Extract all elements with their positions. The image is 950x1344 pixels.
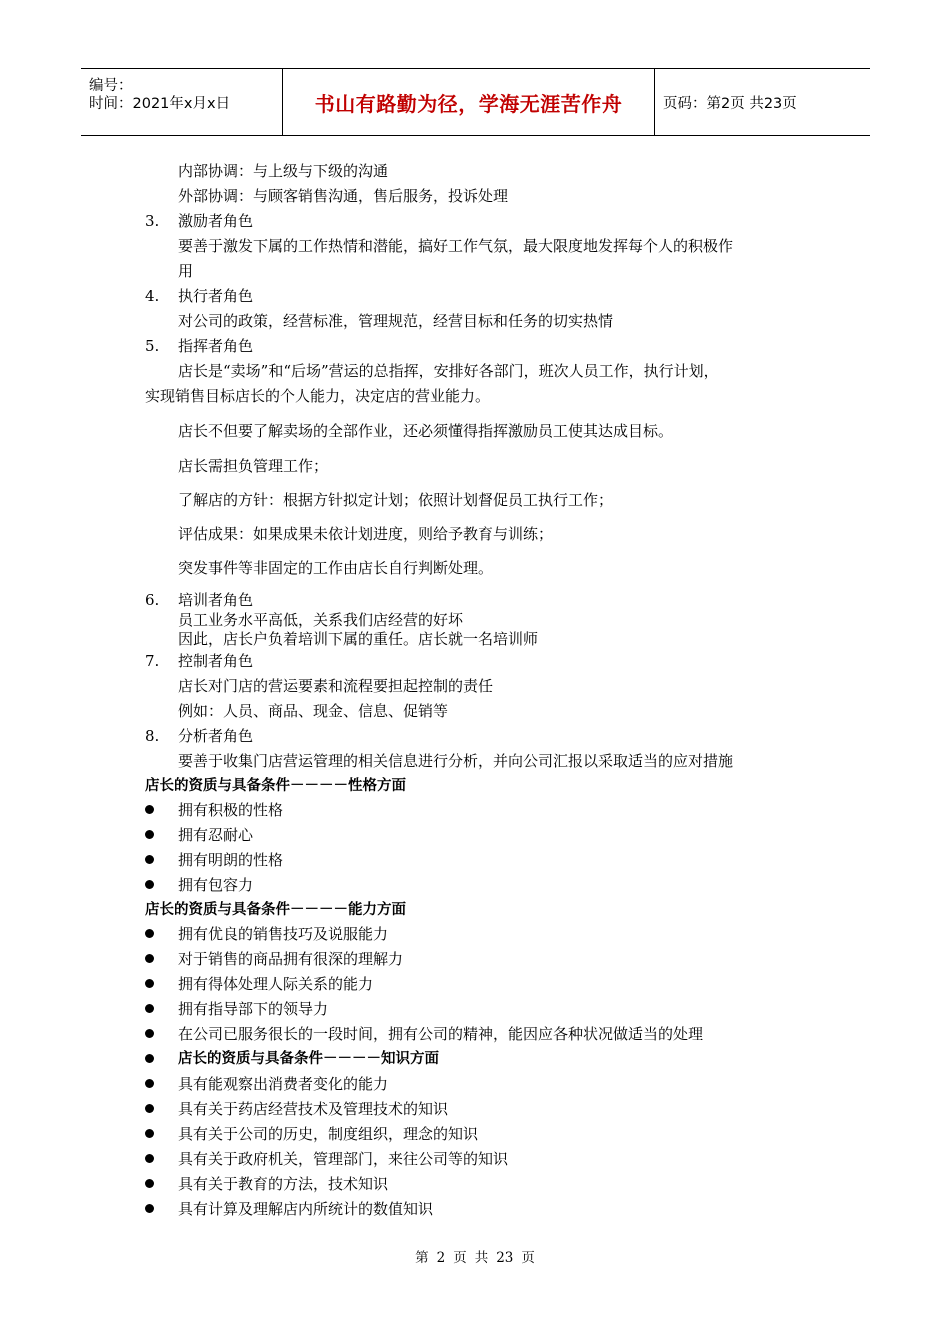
bullet-icon <box>145 830 154 839</box>
paragraph: 店长不但要了解卖场的全部作业，还必须懂得指挥激励员工使其达成目标。 <box>178 422 674 440</box>
footer-di: 第 <box>415 1250 429 1266</box>
paragraph: 了解店的方针：根据方针拟定计划；依照计划督促员工执行工作； <box>178 491 614 509</box>
bullet-icon <box>145 805 154 814</box>
item-title: 指挥者角色 <box>178 337 254 355</box>
list-item: 具有关于药店经营技术及管理技术的知识 <box>178 1100 449 1118</box>
bullet-icon <box>145 1179 154 1188</box>
bullet-icon <box>145 979 154 988</box>
item-number: 5. <box>145 337 160 355</box>
code-label: 编号： <box>89 78 133 94</box>
item-number: 8. <box>145 727 160 745</box>
footer-ye: 页 <box>453 1250 467 1266</box>
bullet-icon <box>145 1154 154 1163</box>
list-item: 拥有包容力 <box>178 876 254 894</box>
item-desc: 例如：人员、商品、现金、信息、促销等 <box>178 702 449 720</box>
bullet-icon <box>145 880 154 889</box>
bullet-icon <box>145 1029 154 1038</box>
item-desc: 对公司的政策，经营标准，管理规范，经营目标和任务的切实热情 <box>178 312 614 330</box>
item-desc: 店长是“卖场”和“后场”营运的总指挥，安排好各部门，班次人员工作，执行计划， <box>178 362 719 380</box>
item-title: 控制者角色 <box>178 652 254 670</box>
list-item: 拥有积极的性格 <box>178 801 284 819</box>
coord-inner: 内部协调：与上级与下级的沟通 <box>178 162 389 180</box>
item-number: 6. <box>145 591 160 609</box>
item-number: 4. <box>145 287 160 305</box>
bullet-icon <box>145 1204 154 1213</box>
list-item: 拥有明朗的性格 <box>178 851 284 869</box>
list-item: 具有能观察出消费者变化的能力 <box>178 1075 389 1093</box>
bullet-icon <box>145 1004 154 1013</box>
item-desc: 员工业务水平高低，关系我们店经营的好坏 <box>178 611 464 629</box>
list-item: 拥有指导部下的领导力 <box>178 1000 329 1018</box>
paragraph: 评估成果：如果成果未依计划进度，则给予教育与训练； <box>178 525 554 543</box>
list-item: 具有关于公司的历史，制度组织，理念的知识 <box>178 1125 479 1143</box>
date-label: 时间：2021年x月x日 <box>89 96 231 112</box>
item-number: 7. <box>145 652 160 670</box>
item-desc: 店长对门店的营运要素和流程要担起控制的责任 <box>178 677 494 695</box>
list-item: 在公司已服务很长的一段时间，拥有公司的精神，能因应各种状况做适当的处理 <box>178 1025 704 1043</box>
item-desc: 实现销售目标店长的个人能力，决定店的营业能力。 <box>145 387 491 405</box>
item-number: 3. <box>145 212 160 230</box>
item-desc: 要善于激发下属的工作热情和潜能，搞好工作气氛，最大限度地发挥每个人的积极作 <box>178 237 734 255</box>
bullet-icon <box>145 1054 154 1063</box>
list-item: 具有关于教育的方法，技术知识 <box>178 1175 389 1193</box>
list-item: 具有计算及理解店内所统计的数值知识 <box>178 1200 434 1218</box>
footer-total-pages: 23 <box>496 1250 514 1266</box>
footer-gong: 共 <box>474 1250 489 1266</box>
page-header <box>81 68 870 136</box>
footer-ye: 页 <box>521 1250 535 1266</box>
bullet-icon <box>145 1079 154 1088</box>
header-motto-cell <box>283 69 655 135</box>
item-desc: 要善于收集门店营运管理的相关信息进行分析，并向公司汇报以采取适当的应对措施 <box>178 752 734 770</box>
bullet-icon <box>145 929 154 938</box>
item-title: 培训者角色 <box>178 591 254 609</box>
header-meta <box>81 69 283 135</box>
bullet-icon <box>145 1129 154 1138</box>
item-title: 执行者角色 <box>178 287 254 305</box>
list-item: 对于销售的商品拥有很深的理解力 <box>178 950 404 968</box>
header-page-cell <box>655 69 870 135</box>
page-footer <box>0 1246 950 1266</box>
section-heading: 店长的资质与具备条件－－－－性格方面 <box>145 778 406 794</box>
coord-outer: 外部协调：与顾客销售沟通，售后服务，投诉处理 <box>178 187 509 205</box>
footer-page-number: 2 <box>436 1250 446 1266</box>
item-desc: 用 <box>178 262 194 280</box>
item-title: 分析者角色 <box>178 727 254 745</box>
list-item: 具有关于政府机关，管理部门，来往公司等的知识 <box>178 1150 509 1168</box>
section-heading: 店长的资质与具备条件－－－－能力方面 <box>145 902 406 918</box>
page-label: 页码：第2页 共23页 <box>663 95 797 112</box>
bullet-icon <box>145 954 154 963</box>
section-heading: 店长的资质与具备条件－－－－知识方面 <box>178 1051 439 1067</box>
item-desc: 因此，店长户负着培训下属的重任。店长就一名培训师 <box>178 630 539 648</box>
paragraph: 店长需担负管理工作； <box>178 457 329 475</box>
list-item: 拥有得体处理人际关系的能力 <box>178 975 374 993</box>
paragraph: 突发事件等非固定的工作由店长自行判断处理。 <box>178 559 494 577</box>
motto: 书山有路勤为径，学海无涯苦作舟 <box>314 91 623 116</box>
item-title: 激励者角色 <box>178 212 254 230</box>
list-item: 拥有优良的销售技巧及说服能力 <box>178 925 389 943</box>
list-item: 拥有忍耐心 <box>178 826 254 844</box>
bullet-icon <box>145 855 154 864</box>
bullet-icon <box>145 1104 154 1113</box>
